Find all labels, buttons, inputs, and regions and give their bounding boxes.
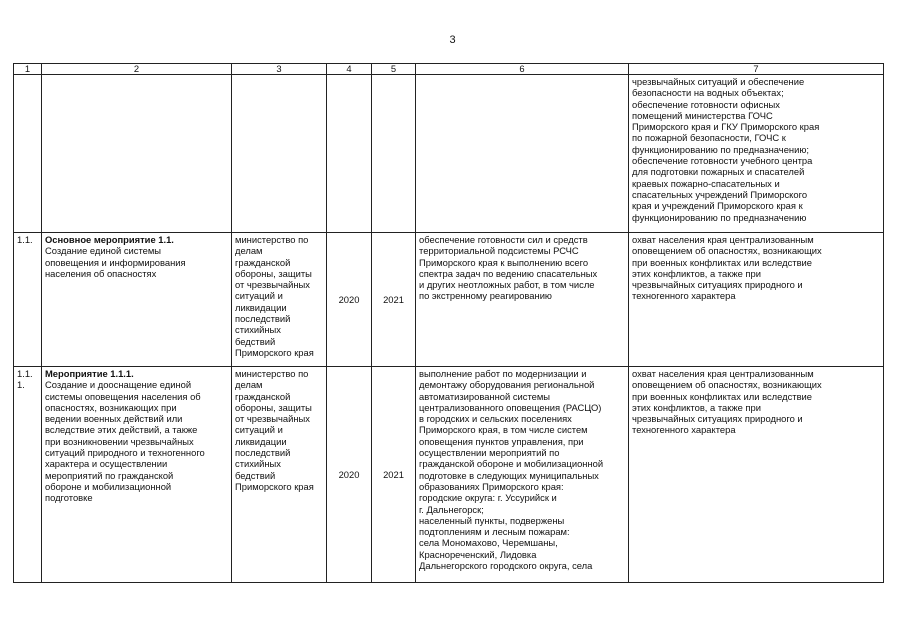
text-line: территориальной подсистемы РСЧС (419, 245, 579, 257)
cell-num: 1.1. (14, 233, 42, 367)
cell-result (416, 367, 629, 583)
cell-indicator (629, 233, 884, 367)
text-line: для подготовки пожарных и спасателей (632, 166, 805, 178)
text-line: безопасности на водных объектах; (632, 87, 784, 99)
cell-start (327, 75, 372, 233)
text-line: от чрезвычайных (235, 279, 310, 291)
header-cell: 7 (629, 64, 884, 75)
text-line: последствий (235, 313, 291, 325)
text-line: обороны, защиты (235, 267, 312, 279)
text-line: оповещением об опасностях, возникающих (632, 245, 822, 257)
text-line: этих конфликтов, а также при (632, 267, 761, 279)
text-line: спасательных учреждений Приморского (632, 188, 808, 200)
cell-indicator (629, 75, 884, 233)
text-line: при военных конфликтах или вследствие (632, 390, 813, 402)
text-line: обороны, защиты (235, 401, 312, 413)
table-row (14, 367, 884, 583)
text-line: при возникновении чрезвычайных (45, 435, 194, 447)
table-row-continuation (14, 75, 884, 233)
text-line: техногенного характера (632, 424, 736, 436)
header-cell: 4 (327, 64, 372, 75)
text-line: делам (235, 245, 263, 257)
text-line: демонтажу оборудования региональной (419, 379, 595, 391)
text-line: последствий (235, 447, 291, 459)
text-line: выполнение работ по модернизации и (419, 368, 587, 379)
header-cell: 2 (42, 64, 232, 75)
cell-executor (232, 233, 327, 367)
header-cell: 6 (416, 64, 629, 75)
text-line: бедствий (235, 335, 276, 347)
text-line: в городских и сельских поселениях (419, 413, 572, 425)
cell-num: 1.1. 1. (14, 367, 42, 583)
header-cell: 5 (372, 64, 416, 75)
text-line: оповещения и информирования (45, 256, 186, 268)
cell-end: 2021 (372, 233, 416, 367)
cell-result (416, 75, 629, 233)
text-line: г. Дальнегорск; (419, 503, 484, 515)
text-line: Создание единой системы (45, 245, 162, 257)
text-line: вследствие этих действий, а также (45, 424, 198, 436)
text-line: гражданской (235, 256, 291, 268)
text-line: мероприятий по гражданской (45, 469, 174, 481)
text-line: обеспечение готовности учебного центра (632, 155, 813, 167)
header-cell: 3 (232, 64, 327, 75)
text-line: обороне и мобилизационной (45, 480, 172, 492)
text-line: ликвидации (235, 435, 287, 447)
text-line: помещений министерства ГОЧС (632, 109, 773, 121)
text-line: чрезвычайных ситуаций и обеспечение (632, 76, 805, 87)
text-line: охват населения края централизованным (632, 234, 814, 245)
text-line: по экстренному реагированию (419, 290, 552, 302)
text-line: краевых пожарно-спасательных и (632, 177, 780, 189)
table-header-row (14, 64, 884, 75)
text-line: техногенного характера (632, 290, 736, 302)
text-line: стихийных (235, 324, 281, 336)
text-line: ситуаций природного и техногенного (45, 447, 205, 459)
text-line: гражданской (235, 390, 291, 402)
text-line: обеспечение готовности офисных (632, 98, 780, 110)
measure-description (45, 379, 228, 503)
page-number: 3 (449, 34, 456, 46)
text-line: чрезвычайных ситуациях природного и (632, 413, 803, 425)
text-line: Приморского края, в том числе систем (419, 424, 588, 436)
text-line: по пожарной безопасности, ГОЧС к (632, 132, 786, 144)
text-line: системы оповещения населения об (45, 390, 201, 402)
cell-indicator (629, 367, 884, 583)
header-cell: 1 (14, 64, 42, 75)
text-line: ликвидации (235, 301, 287, 313)
text-line: министерство по (235, 368, 309, 379)
cell-executor (232, 75, 327, 233)
text-line: при военных конфликтах или вследствие (632, 256, 813, 268)
text-line: образованиях Приморского края: (419, 480, 564, 492)
cell-executor (232, 367, 327, 583)
measure-description (45, 245, 228, 279)
text-line: населения об опасностях (45, 267, 157, 279)
text-line: стихийных (235, 458, 281, 470)
text-line: края и учреждений Приморского края к (632, 200, 803, 212)
text-line: министерство по (235, 234, 309, 245)
text-line: бедствий (235, 469, 276, 481)
text-line: Краснореченский, Лидовка (419, 548, 537, 560)
text-line: подготовке в следующих муниципальных (419, 469, 599, 481)
text-line: ведении военных действий или (45, 413, 183, 425)
text-line: опасностях, возникающих при (45, 401, 177, 413)
text-line: осуществлении мероприятий по (419, 447, 560, 459)
text-line: подготовке (45, 492, 93, 504)
text-line: гражданской обороне и мобилизационной (419, 458, 604, 470)
cell-result (416, 233, 629, 367)
cell-num (14, 75, 42, 233)
cell-desc (42, 367, 232, 583)
text-line: оповещением об опасностях, возникающих (632, 379, 822, 391)
text-line: от чрезвычайных (235, 413, 310, 425)
text-line: и других неотложных работ, в том числе (419, 279, 595, 291)
text-line: населенный пункты, подвержены (419, 514, 565, 526)
measure-title: Мероприятие 1.1.1. (45, 368, 134, 379)
table-row (14, 233, 884, 367)
text-line: автоматизированной системы (419, 390, 551, 402)
cell-desc (42, 75, 232, 233)
text-line: Создание и дооснащение единой (45, 379, 192, 391)
text-line: Приморского края (235, 480, 314, 492)
text-line: ситуаций и (235, 424, 283, 436)
text-line: городские округа: г. Уссурийск и (419, 492, 557, 504)
cell-start: 2020 (327, 367, 372, 583)
text-line: функционированию по предназначению; (632, 143, 809, 155)
text-line: делам (235, 379, 263, 391)
text-line: функционированию по предназначению (632, 211, 807, 223)
measures-table (13, 63, 884, 583)
text-line: чрезвычайных ситуациях природного и (632, 279, 803, 291)
text-line: централизованного оповещения (РАСЦО) (419, 401, 602, 413)
text-line: Приморского края к выполнению всего (419, 256, 589, 268)
cell-end (372, 75, 416, 233)
text-line: Приморского края (235, 346, 314, 358)
text-line: ситуаций и (235, 290, 283, 302)
cell-end: 2021 (372, 367, 416, 583)
text-line: оповещения пунктов управления, при (419, 435, 584, 447)
text-line: Приморского края и ГКУ Приморского края (632, 121, 820, 133)
text-line: характера и осуществлении (45, 458, 168, 470)
text-line: подтоплениям и лесным пожарам: (419, 526, 570, 538)
text-line: Дальнегорского городского округа, села (419, 560, 593, 572)
text-line: спектра задач по ведению спасательных (419, 267, 598, 279)
text-line: обеспечение готовности сил и средств (419, 234, 588, 245)
text-line: этих конфликтов, а также при (632, 401, 761, 413)
cell-desc (42, 233, 232, 367)
text-line: охват населения края централизованным (632, 368, 814, 379)
measure-title: Основное мероприятие 1.1. (45, 234, 174, 245)
cell-start: 2020 (327, 233, 372, 367)
text-line: села Мономахово, Черемшаны, (419, 537, 558, 549)
